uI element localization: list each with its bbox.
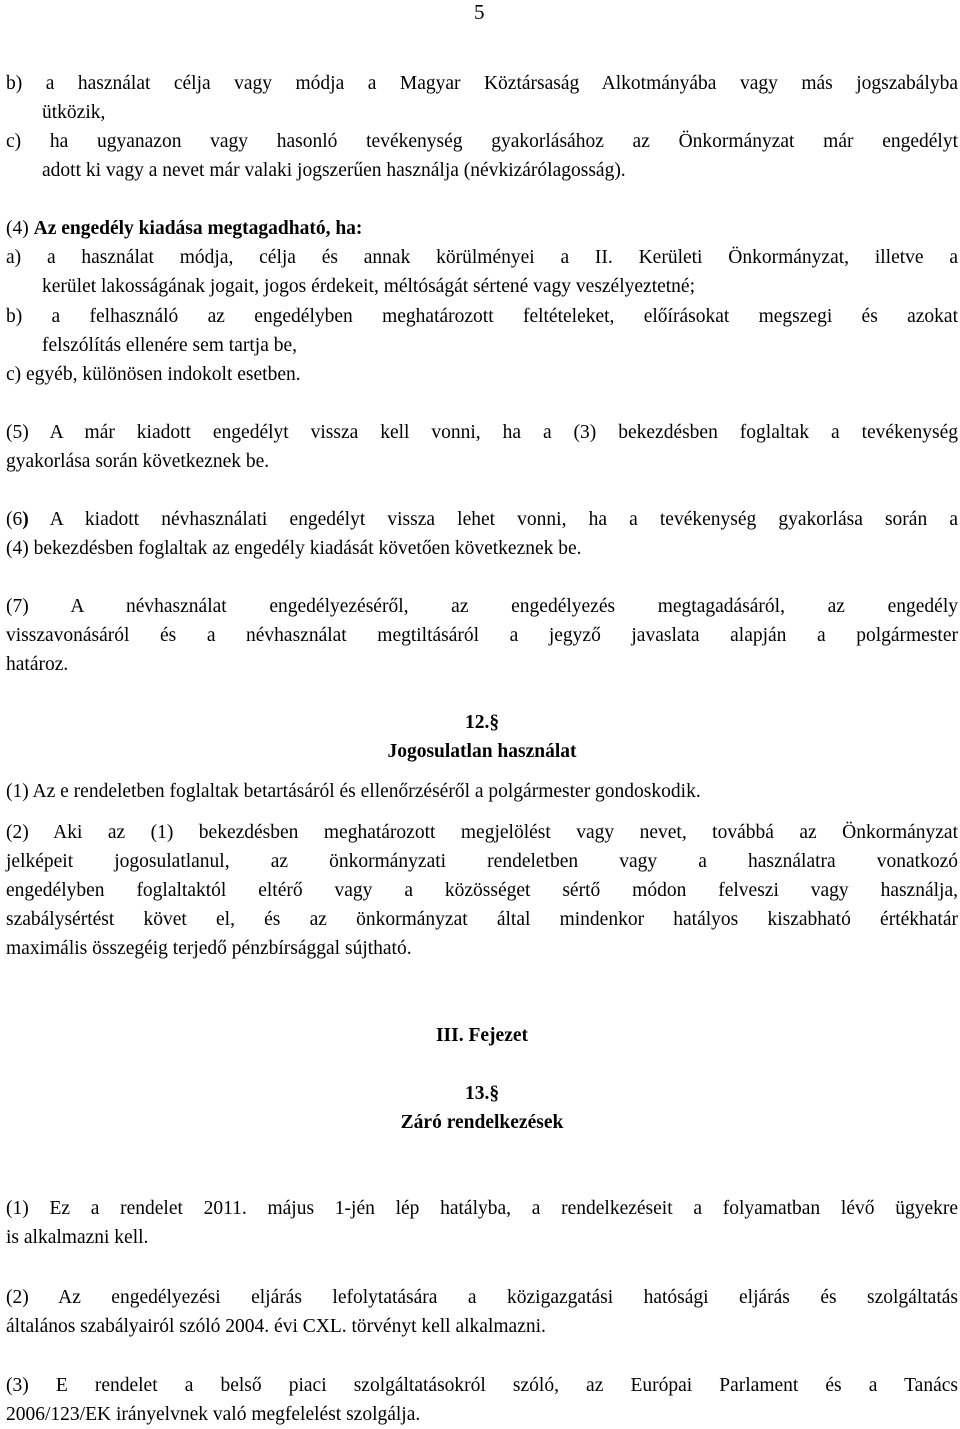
- paragraph-12-number: 12.§: [464, 712, 500, 733]
- text-line: (4) bekezdésben foglaltak az engedély kiadását követően következnek be.: [6, 538, 582, 559]
- text-line: maximális összegéig terjedő pénzbírsággal sújtható.: [6, 938, 412, 959]
- text-line: (1) Az e rendeletben foglaltak betartásáról és ellenőrzéséről a polgármester gondoskodik.: [6, 781, 701, 802]
- text-line: 2006/123/EK irányelvnek való megfelelést szolgálja.: [6, 1404, 421, 1425]
- section-number-open: (6: [6, 509, 23, 530]
- text-line: (1) Ez a rendelet 2011. május 1-jén lép hatályba, a rendelkezéseit a folyamatban lévő ügyekre: [6, 1198, 958, 1219]
- section4-item-a: [6, 243, 958, 301]
- section4-heading: [6, 214, 958, 243]
- paragraph-13-number: 13.§: [464, 1083, 500, 1104]
- text-line: adott ki vagy a nevet már valaki jogszerűen használja (névkizárólagosság).: [42, 160, 626, 181]
- text-line: visszavonásáról és a névhasználat megtiltásáról a jegyző javaslata alapján a polgármester: [6, 625, 958, 646]
- text-line: (3) E rendelet a belső piaci szolgáltatásokról szóló, az Európai Parlament és a Tanács: [6, 1375, 958, 1396]
- paragraph-12-section1: [6, 777, 958, 806]
- section5-paragraph: [6, 418, 958, 476]
- paragraph-13-section1: [6, 1194, 958, 1252]
- text-line: engedélyben foglaltaktól eltérő vagy a közösséget sértő módon felveszi vagy használja,: [6, 880, 958, 901]
- text-line: (7) A névhasználat engedélyezéséről, az engedélyezés megtagadásáról, az engedély: [6, 596, 958, 617]
- paragraph-13-section3: [6, 1371, 958, 1429]
- text-line: általános szabályairól szóló 2004. évi CXL. törvényt kell alkalmazni.: [6, 1316, 546, 1337]
- section-heading: Az engedély kiadása megtagadható, ha:: [33, 218, 363, 239]
- text-line: (2) Aki az (1) bekezdésben meghatározott megjelölést vagy nevet, továbbá az Önkormányzat: [6, 822, 958, 843]
- text-line: is alkalmazni kell.: [6, 1227, 149, 1248]
- text-line: b) a felhasználó az engedélyben meghatározott feltételeket, előírásokat megszegi és azokat: [6, 306, 958, 327]
- text-line: jelképeit jogosulatlanul, az önkormányzati rendeletben vagy a használatra vonatkozó: [6, 851, 958, 872]
- section-number: (4): [6, 218, 29, 239]
- paragraph-12-section2: [6, 818, 958, 963]
- text-line: kerület lakosságának jogait, jogos érdekeit, méltóságát sértené vagy veszélyeztetné;: [42, 276, 696, 297]
- paragraph-12-title: Jogosulatlan használat: [387, 741, 577, 762]
- text-line: b) a használat célja vagy módja a Magyar Köztársaság Alkotmányába vagy más jogszabályba: [6, 73, 958, 94]
- text-line: c) egyéb, különösen indokolt esetben.: [6, 364, 301, 385]
- paragraph-13-section2: [6, 1283, 958, 1341]
- text-line: határoz.: [6, 654, 69, 675]
- section-number-close: ): [22, 509, 29, 530]
- section3-item-b: [6, 69, 958, 127]
- section4-item-b: [6, 302, 958, 360]
- chapter-title: III. Fejezet: [435, 1025, 529, 1046]
- section6-paragraph: [6, 505, 958, 563]
- section4-item-c: [6, 360, 958, 389]
- text-line: szabálysértést követ el, és az önkormányzat által mindenkor hatályos kiszabható értékhatár: [6, 909, 958, 930]
- text-line: felszólítás ellenére sem tartja be,: [42, 335, 298, 356]
- text-line: c) ha ugyanazon vagy hasonló tevékenység gyakorlásához az Önkormányzat már engedélyt: [6, 131, 958, 152]
- text-line: a) a használat módja, célja és annak körülményei a II. Kerületi Önkormányzat, illetve a: [6, 247, 958, 268]
- text-line: (5) A már kiadott engedélyt vissza kell vonni, ha a (3) bekezdésben foglaltak a tevékenység: [6, 422, 958, 443]
- page-number: 5: [474, 0, 485, 24]
- text-line: (2) Az engedélyezési eljárás lefolytatására a közigazgatási hatósági eljárás és szolgáltatás: [6, 1287, 958, 1308]
- text-line: ütközik,: [42, 102, 106, 123]
- section3-item-c: [6, 127, 958, 185]
- text-fragment: A kiadott névhasználati engedélyt vissza lehet vonni, ha a tevékenység gyakorlása során a: [28, 509, 958, 530]
- section7-paragraph: [6, 592, 958, 679]
- paragraph-13-title: Záró rendelkezések: [400, 1112, 564, 1133]
- text-line: gyakorlása során következnek be.: [6, 451, 270, 472]
